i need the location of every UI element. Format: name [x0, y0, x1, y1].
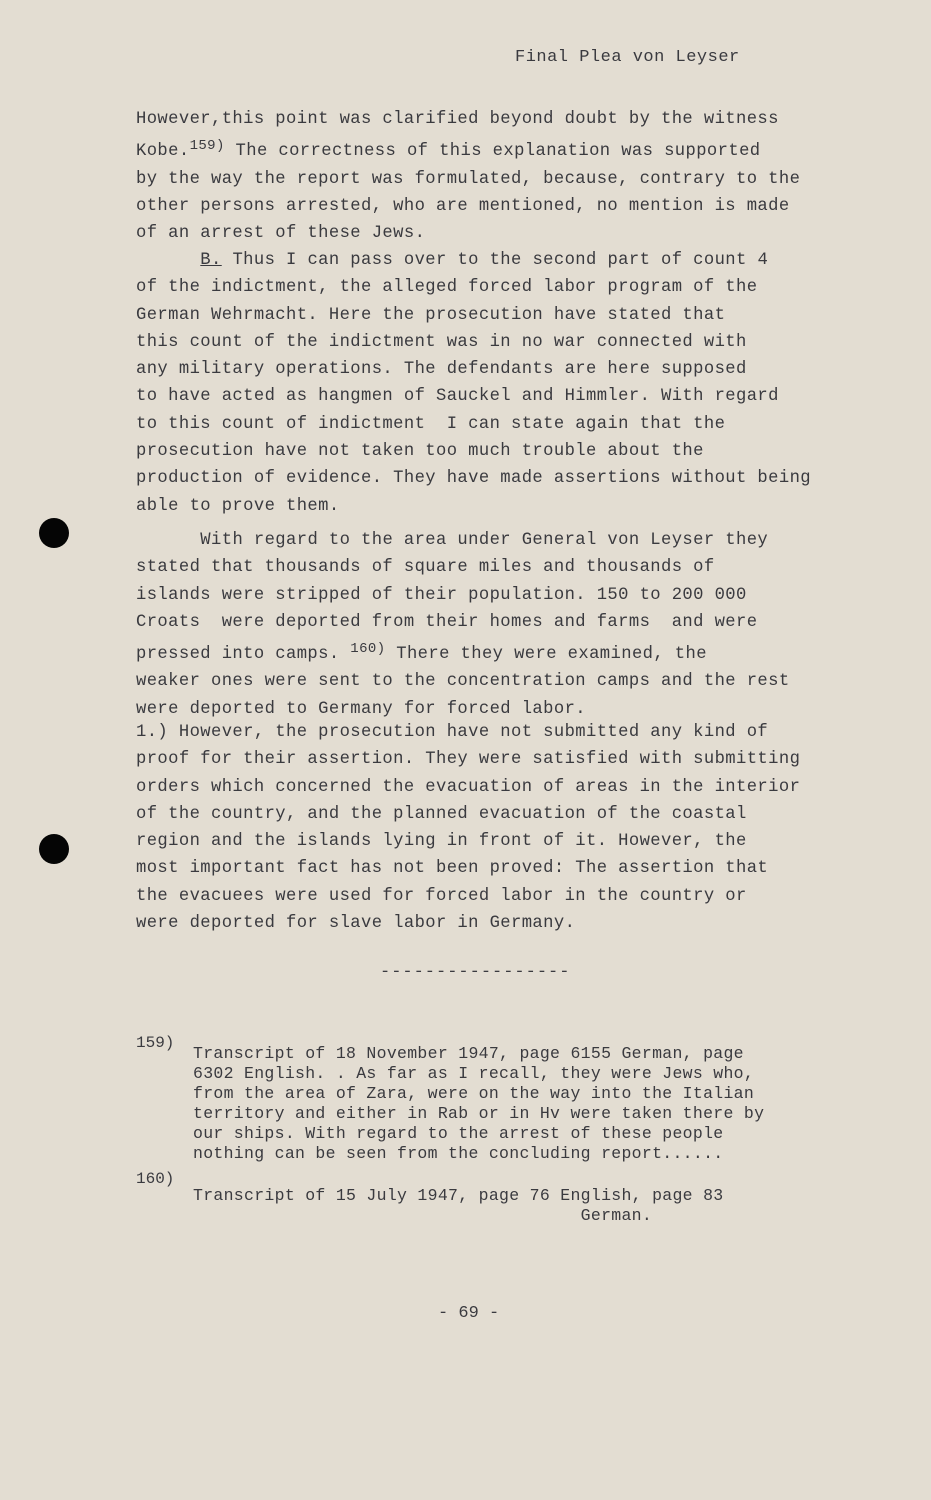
text-line: orders which concerned the evacuation of areas in the interior — [136, 777, 801, 797]
text-line: Thus I can pass over to the second part of count 4 — [221, 251, 769, 270]
paragraph-2 — [136, 247, 876, 520]
text-line: German Wehrmacht. Here the prosecution have stated that — [136, 305, 726, 325]
footnote-159 — [193, 1044, 853, 1164]
text-line: production of evidence. They have made assertions without being — [136, 469, 811, 489]
punch-hole — [39, 518, 69, 548]
page-number: - 69 - — [438, 1304, 500, 1323]
footnote-line: Transcript of 15 July 1947, page 76 English, page 83 — [193, 1186, 724, 1205]
text-line: other persons arrested, who are mentioned, no mention is made — [136, 196, 790, 216]
section-divider: ----------------- — [380, 963, 571, 982]
text-line: With regard to the area under General von Leyser they — [200, 531, 769, 550]
text-line: Kobe. — [136, 142, 190, 162]
text-line: However,this point was clarified beyond doubt by the witness — [136, 110, 779, 129]
paragraph-4 — [136, 719, 876, 937]
footnote-number: 159) — [136, 1034, 175, 1052]
text-line: proof for their assertion. They were satisfied with submitting — [136, 750, 801, 770]
footnote-160 — [193, 1186, 853, 1226]
footnote-line: our ships. With regard to the arrest of these people — [193, 1124, 724, 1143]
section-label: B. — [200, 251, 222, 270]
text-line: Croats were deported from their homes and farms and were — [136, 612, 758, 632]
text-line: weaker ones were sent to the concentration camps and the rest — [136, 672, 790, 692]
text-line: this count of the indictment was in no war connected with — [136, 332, 747, 352]
text-line: stated that thousands of square miles and thousands of — [136, 558, 715, 578]
footnote-line: territory and either in Rab or in Hv were taken there by — [193, 1104, 765, 1123]
paragraph-3 — [136, 527, 876, 723]
text-line: able to prove them. — [136, 496, 340, 516]
paragraph-1 — [136, 106, 876, 247]
footnote-ref: 159) — [189, 138, 225, 155]
footnote-line: German. — [193, 1206, 653, 1225]
footnote-line: Transcript of 18 November 1947, page 6155 German, page — [193, 1044, 744, 1063]
footnote-line: from the area of Zara, were on the way into the Italian — [193, 1084, 755, 1103]
text-line: region and the islands lying in front of it. However, the — [136, 832, 747, 852]
page-header: Final Plea von Leyser — [515, 48, 740, 67]
text-line: islands were stripped of their population. 150 to 200 000 — [136, 585, 747, 605]
footnote-ref: 160) — [350, 641, 386, 658]
text-line: were deported to Germany for forced labor. — [136, 699, 586, 719]
text-line: pressed into camps. — [136, 645, 351, 665]
text-line: There they were examined, the — [385, 645, 707, 665]
text-line: by the way the report was formulated, because, contrary to the — [136, 169, 801, 189]
text-line: were deported for slave labor in Germany. — [136, 914, 576, 934]
text-line: of the country, and the planned evacuation of the coastal — [136, 804, 747, 824]
text-line: 1.) However, the prosecution have not submitted any kind of — [136, 723, 769, 742]
footnote-line: 6302 English. . As far as I recall, they were Jews who, — [193, 1064, 755, 1083]
footnote-number: 160) — [136, 1170, 175, 1188]
text-line: most important fact has not been proved: The assertion that — [136, 859, 769, 879]
text-line: of the indictment, the alleged forced labor program of the — [136, 278, 758, 298]
text-line: to have acted as hangmen of Sauckel and Himmler. With regard — [136, 387, 779, 407]
text-line: of an arrest of these Jews. — [136, 224, 426, 244]
footnote-line: nothing can be seen from the concluding report...... — [193, 1144, 724, 1163]
text-line: prosecution have not taken too much trouble about the — [136, 442, 704, 462]
punch-hole — [39, 834, 69, 864]
text-line: to this count of indictment I can state again that the — [136, 414, 726, 434]
text-line: the evacuees were used for forced labor in the country or — [136, 886, 747, 906]
text-line: The correctness of this explanation was supported — [224, 142, 761, 162]
text-line: any military operations. The defendants are here supposed — [136, 360, 747, 380]
